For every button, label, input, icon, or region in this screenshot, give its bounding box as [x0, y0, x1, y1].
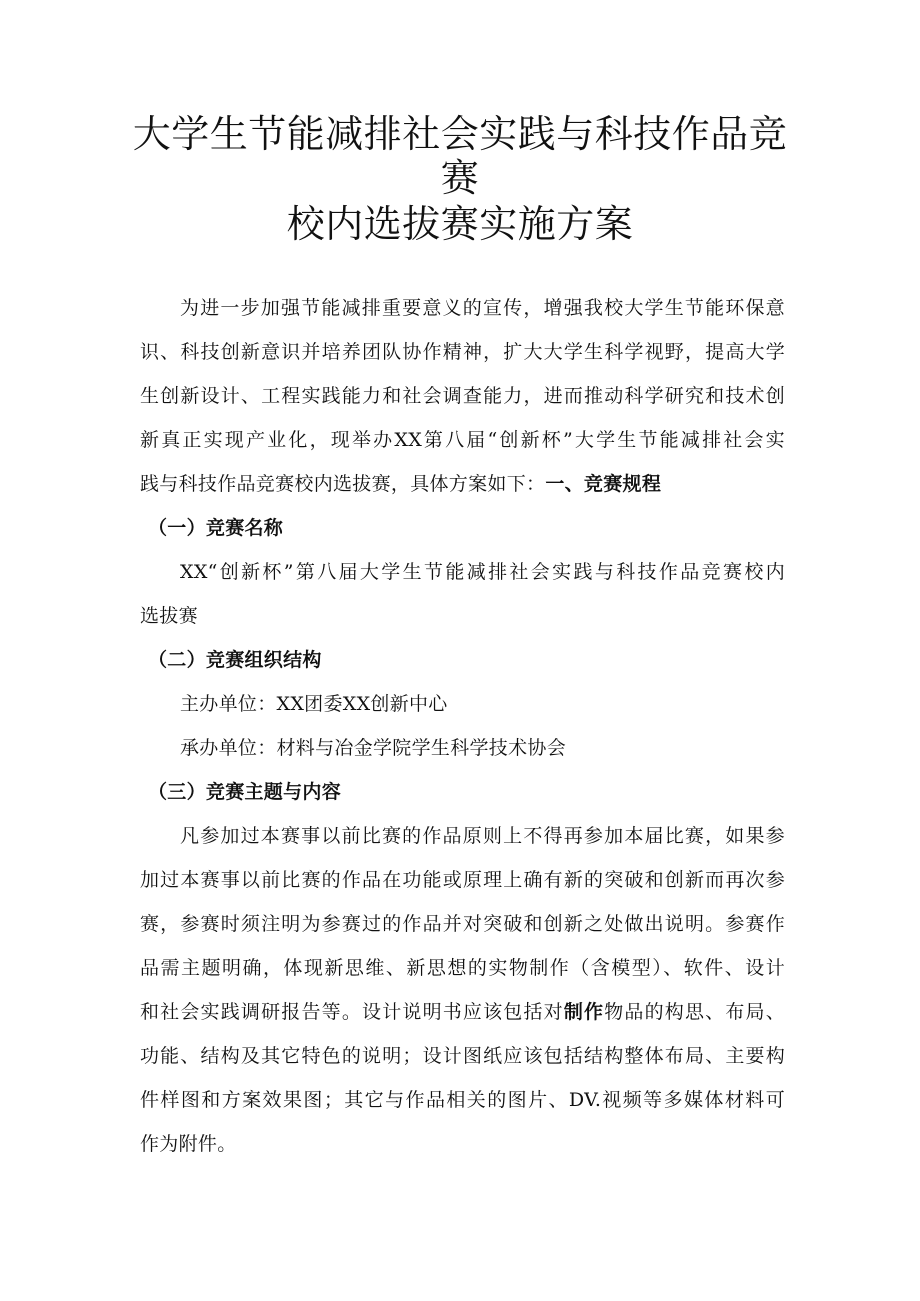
- theme-line-7: 件样图和方案效果图；其它与作品相关的图片、DV.视频等多媒体材料可: [140, 1089, 785, 1111]
- document-title-line-1: 大学生节能减排社会实践与科技作品竞: [132, 112, 788, 156]
- document-title-line-2: 赛: [440, 156, 480, 200]
- competition-name-line-1: XX“创新杯”第八届大学生节能减排社会实践与科技作品竞赛校内: [180, 561, 785, 583]
- section-heading-rules: 一、竞赛规程: [545, 473, 662, 495]
- competition-name-line-2: 选拔赛: [140, 605, 198, 627]
- document-title-line-3: 校内选拔赛实施方案: [286, 202, 634, 246]
- subsection-heading-theme: （三）竞赛主题与内容: [148, 781, 342, 803]
- theme-line-4: 品需主题明确，体现新思维、新思想的实物制作（含模型）、软件、设计: [140, 957, 785, 979]
- theme-line-1: 凡参加过本赛事以前比赛的作品原则上不得再参加本届比赛，如果参: [180, 825, 785, 847]
- intro-line-1: 为进一步加强节能减排重要意义的宣传，增强我校大学生节能环保意: [180, 297, 785, 319]
- theme-line-5: [140, 990, 785, 1034]
- theme-line-6: 功能、结构及其它特色的说明；设计图纸应该包括结构整体布局、主要构: [140, 1045, 785, 1067]
- organizer-unit: 承办单位：材料与冶金学院学生科学技术协会: [180, 737, 567, 759]
- theme-line-5-post: 物品的构思、布局、: [604, 1001, 785, 1023]
- host-unit: 主办单位：XX团委XX创新中心: [180, 693, 448, 715]
- theme-line-8: 作为附件。: [140, 1133, 237, 1155]
- theme-line-2: 加过本赛事以前比赛的作品在功能或原理上确有新的突破和创新而再次参: [140, 869, 785, 891]
- theme-line-5-pre: 和社会实践调研报告等。设计说明书应该包括对: [140, 1001, 564, 1023]
- theme-line-5-bold: 制作: [563, 1001, 605, 1023]
- intro-line-4: 新真正实现产业化，现举办XX第八届“创新杯”大学生节能减排社会实: [140, 429, 785, 451]
- intro-line-3: 生创新设计、工程实践能力和社会调查能力，进而推动科学研究和技术创: [140, 385, 785, 407]
- theme-line-3: 赛，参赛时须注明为参赛过的作品并对突破和创新之处做出说明。参赛作: [140, 913, 785, 935]
- intro-line-5: [140, 462, 785, 506]
- subsection-heading-organization: （二）竞赛组织结构: [148, 649, 322, 671]
- intro-line-5-text: 践与科技作品竞赛校内选拔赛，具体方案如下：: [140, 473, 546, 495]
- intro-line-2: 识、科技创新意识并培养团队协作精神，扩大大学生科学视野，提高大学: [140, 341, 785, 363]
- subsection-heading-name: （一）竞赛名称: [148, 517, 284, 539]
